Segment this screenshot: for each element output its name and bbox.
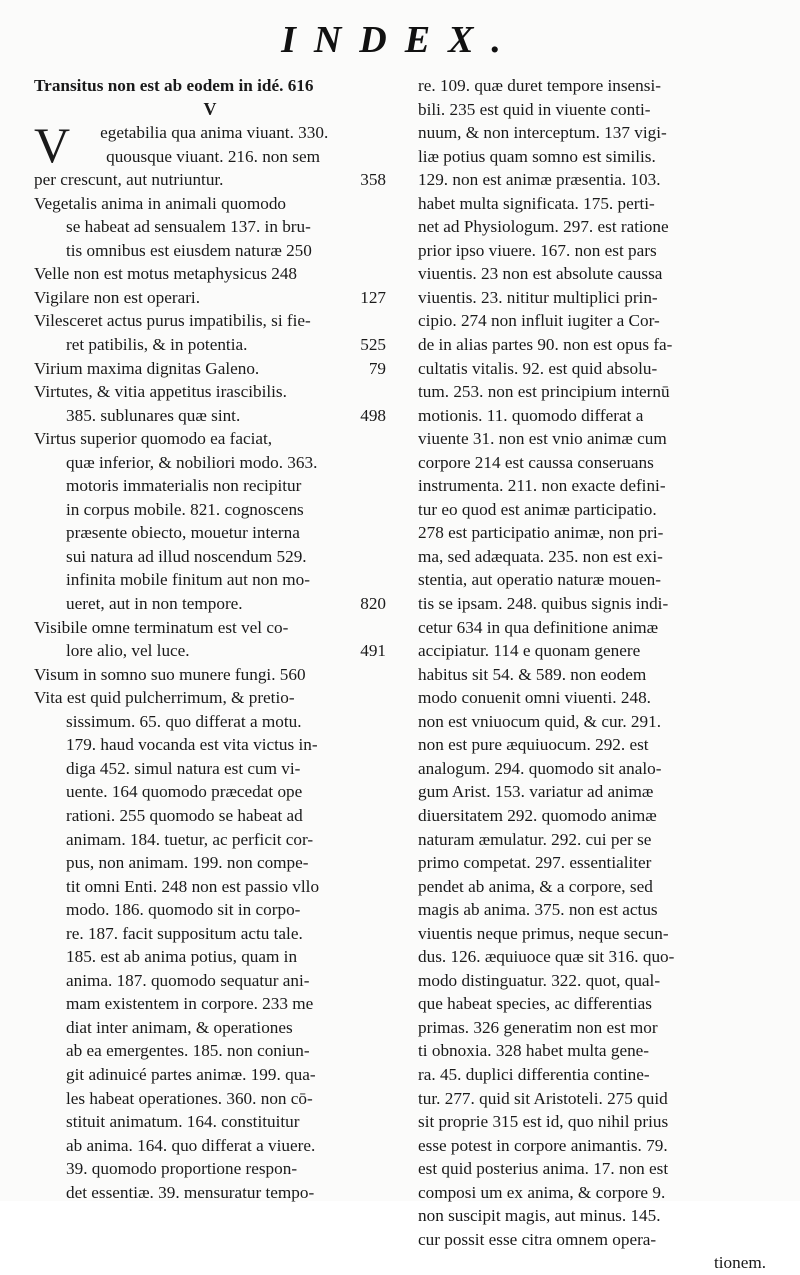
index-line-text: bili. 235 est quid in viuente conti- [418, 99, 651, 119]
index-line [418, 616, 766, 640]
index-line [418, 1110, 766, 1134]
index-line [34, 969, 386, 993]
index-line-text: diga 452. simul natura est cum vi- [66, 758, 301, 778]
index-line [418, 639, 766, 663]
drop-cap: V [34, 117, 71, 174]
index-line [34, 710, 386, 734]
index-line [34, 1110, 386, 1134]
index-line-text: viuente 31. non est vnio animæ cum [418, 429, 667, 449]
index-line-text: tionem. [713, 1253, 766, 1273]
index-line [34, 286, 386, 310]
index-line [34, 474, 386, 498]
index-line-text: Vita est quid pulcherrimum, & pretio- [34, 688, 295, 708]
index-line-text: ueret, aut in non tempore. [66, 594, 243, 614]
index-line-text: ret patibilis, & in potentia. [66, 335, 248, 355]
index-line [34, 239, 386, 263]
index-line-text: ab anima. 164. quo differat a viuere. [66, 1135, 316, 1155]
index-line-text: Vigilare non est operari. [34, 287, 201, 307]
index-line [418, 757, 766, 781]
index-line [418, 404, 766, 428]
index-line [34, 1134, 386, 1158]
index-line [34, 616, 386, 640]
index-line-text: habet multa significata. 175. perti- [418, 193, 655, 213]
index-line [74, 121, 386, 145]
index-line-text: ra. 45. duplici differentia contine- [418, 1064, 650, 1084]
index-line-text: 278 est participatio animæ, non pri- [418, 523, 664, 543]
index-line-text: nuum, & non interceptum. 137 vigi- [418, 123, 667, 143]
index-line-text: tis omnibus est eiusdem naturæ 250 [66, 240, 312, 260]
index-line [34, 545, 386, 569]
index-line [34, 192, 386, 216]
index-line-text: Virtus superior quomodo ea faciat, [34, 429, 273, 449]
left-entries [34, 117, 386, 1204]
index-line [418, 945, 766, 969]
index-line [34, 568, 386, 592]
index-line [34, 1087, 386, 1111]
index-line-text: instrumenta. 211. non exacte defini- [418, 476, 666, 496]
index-line-text: tis se ipsam. 248. quibus signis indi- [418, 594, 669, 614]
index-line-text: que habeat species, ac differentias [418, 994, 652, 1014]
index-line [34, 733, 386, 757]
index-line-text: accipiatur. 114 e quonam genere [418, 641, 641, 661]
page-title: INDEX. [281, 19, 519, 61]
index-line-text: tit omni Enti. 248 non est passio vllo [66, 876, 320, 896]
page-number: 498 [360, 405, 386, 425]
index-line [34, 521, 386, 545]
index-line [34, 922, 386, 946]
index-line [418, 1134, 766, 1158]
index-line [74, 145, 386, 169]
index-line [418, 898, 766, 922]
section-letter: V [203, 98, 217, 119]
index-line-text: est quid posterius anima. 17. non est [418, 1159, 669, 1179]
index-line-text: diuersitatem 292. quomodo animæ [418, 805, 657, 825]
index-line [418, 98, 766, 122]
index-line [34, 639, 386, 663]
index-line [418, 262, 766, 286]
index-entry-first: Transitus non est ab eodem in idé. 616 [34, 76, 314, 95]
index-line [418, 333, 766, 357]
index-line-text: viuentis. 23 non est absolute caussa [418, 264, 663, 284]
index-line [34, 804, 386, 828]
index-line [418, 568, 766, 592]
index-line-text: Velle non est motus metaphysicus 248 [34, 264, 298, 284]
index-line-text: ab ea emergentes. 185. non coniun- [66, 1041, 310, 1061]
page-number: 127 [360, 287, 386, 307]
index-line-text: 385. sublunares quæ sint. [66, 405, 241, 425]
right-entries [418, 74, 766, 1275]
index-line-text: viuentis neque primus, neque secun- [418, 923, 669, 943]
index-line [34, 828, 386, 852]
index-line [418, 1039, 766, 1063]
index-line [34, 898, 386, 922]
index-line [34, 1039, 386, 1063]
index-line [418, 804, 766, 828]
index-line [34, 262, 386, 286]
index-line [34, 663, 386, 687]
index-line-text: cipio. 274 non influit iugiter a Cor- [418, 311, 660, 331]
index-line [418, 992, 766, 1016]
index-line [34, 498, 386, 522]
index-line-text: cultatis vitalis. 92. est quid absolu- [418, 358, 658, 378]
index-line [418, 239, 766, 263]
index-line [34, 1063, 386, 1087]
page-number: 79 [368, 358, 386, 378]
index-line-text: sit proprie 315 est id, quo nihil prius [418, 1112, 669, 1132]
index-line-text: animam. 184. tuetur, ac perficit cor- [66, 829, 314, 849]
index-line [418, 474, 766, 498]
page-number: 525 [360, 335, 386, 355]
index-line-text: habitus sit 54. & 589. non eodem [418, 664, 647, 684]
index-line-text: Visum in somno suo munere fungi. 560 [34, 664, 306, 684]
index-line [418, 1063, 766, 1087]
index-line-text: re. 187. facit suppositum actu tale. [66, 923, 303, 943]
index-line [34, 215, 386, 239]
index-line-text: rationi. 255 quomodo se habeat ad [66, 805, 303, 825]
index-line [418, 309, 766, 333]
index-line-text: re. 109. quæ duret tempore insensi- [418, 76, 661, 95]
index-line-text: diat inter animam, & operationes [66, 1017, 293, 1037]
index-line-text: gum Arist. 153. variatur ad animæ [418, 782, 654, 802]
index-line [418, 1087, 766, 1111]
index-line [34, 380, 386, 404]
index-line-text: Virium maxima dignitas Galeno. [34, 358, 260, 378]
index-line [418, 1251, 766, 1275]
index-line-text: primas. 326 generatim non est mor [418, 1017, 658, 1037]
index-line-text: pendet ab anima, & a corpore, sed [418, 876, 653, 896]
index-line [418, 380, 766, 404]
index-line [418, 1204, 766, 1228]
index-line [34, 427, 386, 451]
index-line-text: det essentiæ. 39. mensuratur tempo- [66, 1182, 315, 1202]
index-line-text: egetabilia qua anima viuant. 330. [100, 123, 329, 143]
index-line [418, 286, 766, 310]
index-line [34, 357, 386, 381]
index-line-text: præsente obiecto, mouetur interna [66, 523, 300, 543]
index-line-text: 39. quomodo proportione respon- [66, 1159, 298, 1179]
index-line-text: non est vniuocum quid, & cur. 291. [418, 711, 661, 731]
index-line [34, 451, 386, 475]
index-line [418, 969, 766, 993]
index-line [418, 451, 766, 475]
index-line-text: dus. 126. æquiuoce quæ sit 316. quo- [418, 947, 675, 967]
index-line-text: lore alio, vel luce. [66, 641, 190, 661]
index-line-text: composi um ex anima, & corpore 9. [418, 1182, 666, 1202]
index-line-text: ma, sed adæquata. 235. non est exi- [418, 546, 663, 566]
index-line [418, 780, 766, 804]
index-line-text: analogum. 294. quomodo sit analo- [418, 758, 662, 778]
index-line [34, 1157, 386, 1181]
index-line-text: stituit animatum. 164. constituitur [66, 1112, 300, 1132]
index-line [418, 1228, 766, 1252]
page-number: 358 [360, 170, 386, 190]
index-line [34, 404, 386, 428]
index-line-text: infinita mobile finitum aut non mo- [66, 570, 310, 590]
left-column [34, 74, 386, 1204]
index-line [34, 1016, 386, 1040]
index-line [34, 757, 386, 781]
index-line-text: primo competat. 297. essentialiter [418, 853, 652, 873]
index-line-text: prior ipso viuere. 167. non est pars [418, 240, 657, 260]
index-line [418, 592, 766, 616]
index-line [418, 710, 766, 734]
index-line [418, 145, 766, 169]
index-line [418, 427, 766, 451]
index-line-text: liæ potius quam somno est similis. [418, 146, 656, 166]
index-line-text: se habeat ad sensualem 137. in bru- [66, 217, 311, 237]
index-line-text: non est pure æquiuocum. 292. est [418, 735, 649, 755]
index-line-text: 185. est ab anima potius, quam in [66, 947, 298, 967]
index-line [34, 992, 386, 1016]
index-line-text: git adinuicé partes animæ. 199. qua- [66, 1064, 316, 1084]
index-line-text: in corpus mobile. 821. cognoscens [66, 499, 304, 519]
index-line [418, 1016, 766, 1040]
index-line-text: stentia, aut operatio naturæ mouen- [418, 570, 661, 590]
index-line-text: quæ inferior, & nobiliori modo. 363. [66, 452, 318, 472]
index-line [418, 733, 766, 757]
index-line-text: les habeat operationes. 360. non cō- [66, 1088, 313, 1108]
index-line [34, 851, 386, 875]
index-line-text: magis ab anima. 375. non est actus [418, 900, 658, 920]
index-line [418, 922, 766, 946]
index-line-text: esse potest in corpore animantis. 79. [418, 1135, 668, 1155]
index-line [34, 309, 386, 333]
page-number: 491 [360, 641, 386, 661]
index-line-text: tur eo quod est animæ participatio. [418, 499, 657, 519]
index-line-text: de in alias partes 90. non est opus fa- [418, 335, 673, 355]
index-line [418, 192, 766, 216]
index-line-text: motionis. 11. quomodo differat a [418, 405, 644, 425]
index-line-text: naturam æmulatur. 292. cui per se [418, 829, 652, 849]
index-line [418, 851, 766, 875]
index-line [34, 592, 386, 616]
index-line [418, 357, 766, 381]
index-line-text: anima. 187. quomodo sequatur ani- [66, 970, 310, 990]
index-line-text: tum. 253. non est principium internū [418, 382, 670, 402]
index-line [418, 521, 766, 545]
index-line [418, 121, 766, 145]
index-line [418, 545, 766, 569]
index-line [418, 168, 766, 192]
index-line-text: pus, non animam. 199. non compe- [66, 853, 309, 873]
index-line [418, 498, 766, 522]
index-line-text: non suscipit magis, aut minus. 145. [418, 1206, 661, 1226]
index-line-text: quousque viuant. 216. non sem [106, 146, 320, 166]
index-line-text: motoris immaterialis non recipitur [66, 476, 302, 496]
index-line-text: Vegetalis anima in animali quomodo [34, 193, 287, 213]
index-line [34, 168, 386, 192]
index-line-text: sui natura ad illud noscendum 529. [66, 546, 307, 566]
index-line-text: per crescunt, aut nutriuntur. [34, 170, 224, 190]
index-line [418, 686, 766, 710]
index-line-text: Visibile omne terminatum est vel co- [34, 617, 289, 637]
index-line [34, 875, 386, 899]
right-column [418, 74, 766, 1275]
index-line [34, 333, 386, 357]
index-line-text: 129. non est animæ præsentia. 103. [418, 170, 661, 190]
index-line [34, 780, 386, 804]
index-line-text: corpore 214 est caussa conseruans [418, 452, 654, 472]
index-line-text: Virtutes, & vitia appetitus irascibilis. [34, 382, 287, 402]
index-line [34, 686, 386, 710]
index-line-text: viuentis. 23. nititur multiplici prin- [418, 287, 658, 307]
index-line [418, 1157, 766, 1181]
index-line [34, 945, 386, 969]
index-line-text: mam existentem in corpore. 233 me [66, 994, 314, 1014]
index-line [418, 875, 766, 899]
index-line-text: cetur 634 in qua definitione animæ [418, 617, 659, 637]
index-line-text: net ad Physiologum. 297. est ratione [418, 217, 669, 237]
index-line [418, 215, 766, 239]
index-line [418, 74, 766, 98]
index-line-text: uente. 164 quomodo præcedat ope [66, 782, 303, 802]
index-line [418, 828, 766, 852]
index-line-text: 179. haud vocanda est vita victus in- [66, 735, 318, 755]
index-line-text: Vilesceret actus purus impatibilis, si fie- [34, 311, 311, 331]
page-number: 820 [360, 594, 386, 614]
index-line-text: tur. 277. quid sit Aristoteli. 275 quid [418, 1088, 668, 1108]
index-line-text: modo distinguatur. 322. quot, qual- [418, 970, 661, 990]
index-line-text: modo conuenit omni viuenti. 248. [418, 688, 651, 708]
index-line [418, 663, 766, 687]
index-line-text: modo. 186. quomodo sit in corpo- [66, 900, 301, 920]
index-line-text: sissimum. 65. quo differat a motu. [66, 711, 302, 731]
index-line-text: cur possit esse citra omnem opera- [418, 1229, 657, 1249]
index-line-text: ti obnoxia. 328 habet multa gene- [418, 1041, 650, 1061]
